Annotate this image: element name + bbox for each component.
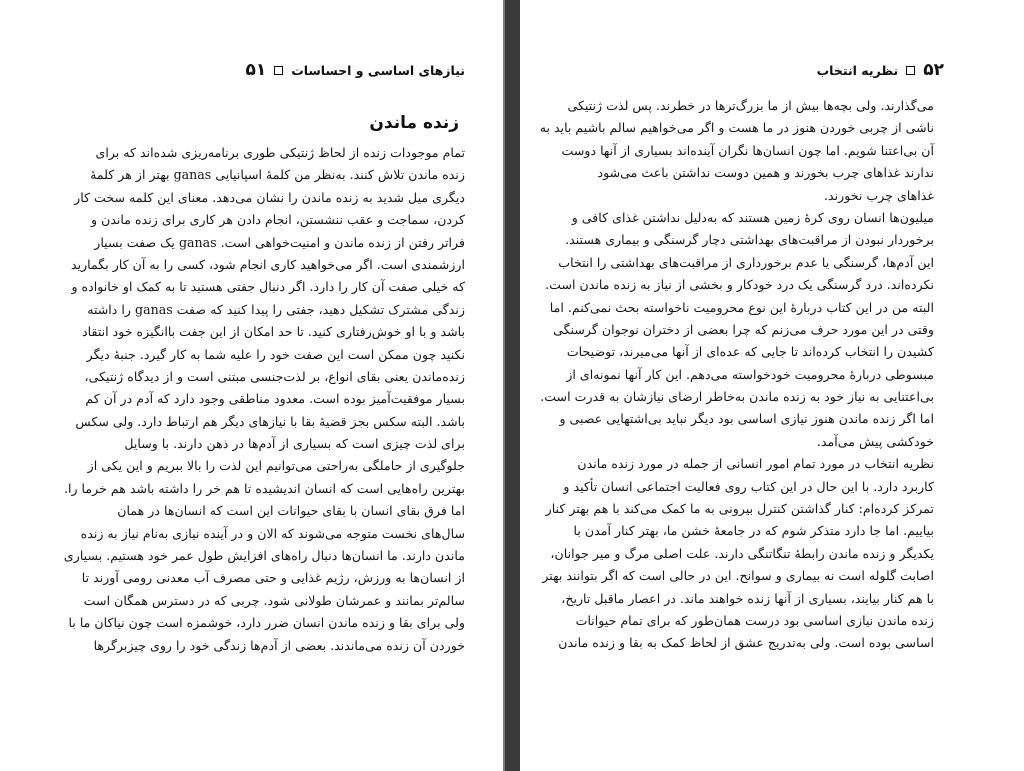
header-square-ornament [906,66,915,75]
text-line: تمام موجودات زنده از لحاظ ژنتیکی طوری برنامه‌ریزی شده‌اند که برای [95,145,465,160]
text-line: فراتر رفتن از زنده ماندن و امنیت‌خواهی است. ganas یک صفت بسیار [94,234,465,250]
text-line: غذاهای چرب نخورند. [824,187,934,203]
text-line: زنده ماندن نیازی اساسی بود درست همان‌طور که برای تمام حیوانات [575,612,934,628]
text-line: برای لذت چیزی است که بسیاری از آدم‌ها در ذهن دارند. با وسایل [124,436,465,452]
text-line: ماندن دارند. ما انسان‌ها دنبال راه‌های افزایش طول عمر خود هستیم. بسیاری [63,548,465,564]
text-line: البته من در این کتاب دربارهٔ این نوع محرومیت ناخواسته بحث نمی‌کنم. اما [549,299,934,315]
text-line: با هم کنار بیایند، بسیاری از آنها زنده خواهند ماند. در اعصار ماقبل تاریخ، [561,590,934,606]
text-line: زندگی مشترک تشکیل دهید، جفتی را پیدا کنید که صفت ganas را داشته [87,301,465,317]
text-line: ارزشمندی است. اگر می‌خواهید کاری انجام شود، کسی را به آن کار بگمارید [70,256,465,272]
text-line: ناشی از چربی خوردن هنوز در ما هست و اگر می‌خواهیم سالم باشیم باید به [539,120,934,136]
header-square-ornament [274,66,283,75]
text-line: ولی برای بقا و زنده ماندن انسان ضرر دارد، خوشمزه است چون نیاکان ما با [68,615,465,631]
running-title: نظریه انتخاب [816,62,899,78]
text-line: بسیار موفقیت‌آمیز بوده است. معدود مناطقی وجود دارد که آدم در آن کم [85,391,465,407]
text-line: اساسی بوده است. ولی به‌تدریج عشق از لحاظ کمک به بقا و زنده ماندن [558,635,934,651]
text-line: زنده‌ماندن یعنی بقای انواع، بر لذت‌جنسی مبتنی است و از دیدگاه ژنتیکی، [84,368,465,384]
text-line: از انسان‌ها به ورزش، رژیم غذایی و حتی مصرف آب معدنی رومی آورند تا [81,570,465,586]
text-line: آن بی‌اعتنا شویم. اما چون انسان‌ها نگران آینده‌اند بسیاری از آنها دوست [561,142,934,158]
text-line: برخوردار نبودن از مراقبت‌های بهداشتی دچار گرسنگی و بیماری هستند. [565,232,934,248]
text-line: تمرکز کرده‌ام: کنار گذاشتن کنترل بیرونی به ما کمک می‌کند با هم بهتر کنار [545,501,934,517]
text-line: می‌گذارند. ولی بچه‌ها بیش از ما بزرگ‌ترها در خطرند. پس لذت ژنتیکی [567,98,934,113]
text-line: میلیون‌ها انسان روی کرهٔ زمین هستند که به‌دلیل نداشتن غذای کافی و [571,209,934,225]
text-line: این آدم‌ها، گرسنگی یا عدم برخورداری از مراقبت‌های بهداشتی را انتخاب [558,254,934,270]
text-line: مبسوطی دربارهٔ محرومیت خودخواسته می‌دهم. این کار آنها نمونه‌ای از [566,366,934,382]
text-line: باشد و با او خوش‌رفتاری کنید. تا حد امکان از این جفت باانگیزه خود انتقاد [82,324,465,340]
text-line: یکدیگر و زنده ماندن رابطهٔ تنگاتنگی دارند. علت اصلی مرگ و میر جوانان، [550,545,934,561]
text-line: نظریه انتخاب در مورد تمام امور انسانی از جمله در مورد زنده ماندن [577,456,934,472]
right-page [520,0,1024,771]
text-line: باشد. البته سکس بجز قضیهٔ بقا با نیازهای دیگر هم ارتباط دارد. ولی سکس [75,413,465,429]
text-line: جلوگیری از حاملگی به‌راحتی می‌توانیم این لذت را بالا ببریم و این یکی از [87,458,465,474]
text-line: نکنید چون ممکن است این صفت خود را علیه شما به کار گیرد. جنبهٔ دیگر [86,346,465,362]
text-line: اصابت گلوله است نه بیماری و سوانح. این در حالی است که اگر بتوانند بهتر [542,568,934,584]
section-title: زنده ماندن [369,113,459,133]
text-line: اما فرق بقای انسان با بقای حیوانات این است که انسان‌ها در همان [117,503,465,519]
text-line: زنده ماندن تلاش کنند. به‌نظر من کلمهٔ اسپانیایی ganas بهتر از هر کلمهٔ [90,167,465,183]
left-page [0,0,505,771]
left-page-header [60,58,465,82]
right-page-header [580,58,944,82]
right-body-text [539,95,934,655]
text-line: نکرده‌اند. درد گرسنگی یک درد خودکار و بخشی از نیاز به زنده ماندن است. [545,277,934,293]
text-line: سالم‌تر بمانند و عمرشان طولانی شود. چربی که در دسترس همگان است [83,592,465,608]
text-line: بی‌اعتنایی به نیاز خود به زنده ماندن به‌خاطر ارضای نیازشان به قدرت است. [540,389,934,405]
text-line: بهترین راه‌هایی است که انسان اندیشیده تا هم خر را داشته باشد هم خرما را. [63,480,465,496]
text-line: کشیدن را انتخاب کرده‌اند تا جایی که عده‌ای از آنها می‌میرند، توضیحات [566,344,934,360]
text-line: سال‌های نخست متوجه می‌شوند که الان و در آینده نیازی به‌نام نیاز به زنده [80,525,465,541]
book-spine [505,0,520,771]
page-number: ۵۱ [245,60,267,80]
text-line: ندارند غذاهای چرب بخورند و همین دوست نداشتن باعث می‌شود [597,165,934,181]
text-line: اما اگر زنده ماندن هنوز نیازی اساسی بود دیگر نباید بی‌اشتهایی عصبی و [559,411,934,427]
text-line: خوردن آن زنده می‌ماندند. بعضی از آدم‌ها زندگی خود را روی چیزبرگرها [93,637,465,653]
page-number: ۵۲ [923,60,944,80]
running-title: نیازهای اساسی و احساسات [291,62,465,78]
text-line: وقتی در این مورد حرف می‌زنم که چرا بعضی از دختران نوجوان گرسنگی [553,321,934,337]
left-body-text [58,142,465,657]
text-line: که خیلی صفت آن کار را دارد. اگر دنبال جفتی هستید تا به کمک او خانواده و [71,279,465,295]
text-line: بیاییم. اما جا دارد متذکر شوم که در جامعهٔ خشن ما، بهتر کنار آمدن با [573,523,934,539]
text-line: دیگری میل شدید به زنده ماندن را نشان می‌دهد. معنای این کلمه سخت کار [74,189,465,205]
text-line: کاربرد دارد. با این حال در این کتاب روی فعالیت اجتماعی انسان تأکید و [563,478,934,494]
text-line: خودکشی پیش می‌آمد. [816,433,934,449]
text-line: کردن، سماجت و عقب ننشستن، انجام دادن هر کاری برای زنده ماندن و [90,212,465,228]
